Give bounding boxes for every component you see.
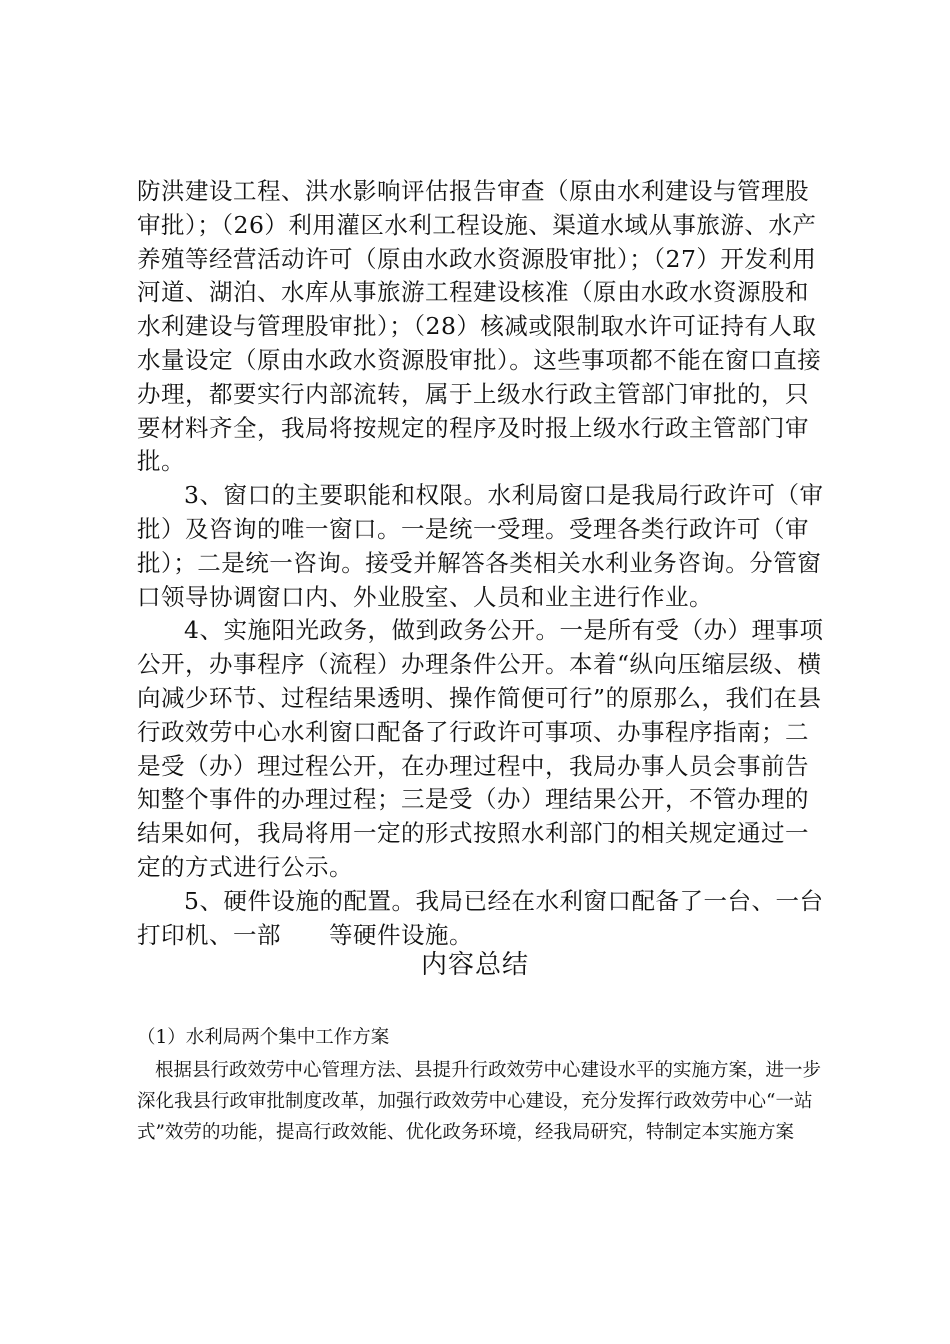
paragraph-open-government: 4、实施阳光政务，做到政务公开。一是所有受（办）理事项公开，办事程序（流程）办理条件公开。本着“纵向压缩层级、横向减少环节、过程结果透明、操作简便可行”的原那么，我们在县行政效劳中心水利窗口配备了行政许可事项、办事程序指南；二是受（办）理过程公开，在办理过程中，我局办事人员会事前告知整个事件的办理过程；三是受（办）理结果公开，不管办理的结果如何，我局将用一定的形式按照水利部门的相关规定通过一定的方式进行公示。 [137,616,824,881]
paragraph-continued: 防洪建设工程、洪水影响评估报告审查（原由水利建设与管理股审批）；（26）利用灌区水利工程设施、渠道水域从事旅游、水产养殖等经营活动许可（原由水政水资源股审批）；（27）开发利用河道、湖泊、水库从事旅游工程建设核准（原由水政水资源股和水利建设与管理股审批）；（28）核减或限制取水许可证持有人取水量设定（原由水政水资源股审批）。这些事项都不能在窗口直接办理，都要实行内部流转，属于上级水行政主管部门审批的，只要材料齐全，我局将按规定的程序及时报上级水行政主管部门审批。 [137,177,822,476]
summary-subheading: （1）水利局两个集中工作方案 [137,1027,390,1048]
summary-paragraph: 根据县行政效劳中心管理方法、县提升行政效劳中心建设水平的实施方案，进一步深化我县行政审批制度改革，加强行政效劳中心建设，充分发挥行政效劳中心“一站式”效劳的功能，提高行政效能、优化政务环境，经我局研究，特制定本实施方案 [137,1060,822,1143]
paragraph-hardware: 5、硬件设施的配置。我局已经在水利窗口配备了一台、一台打印机、一部 等硬件设施。 [137,886,824,949]
document-body [137,175,827,952]
summary-heading: 内容总结 [420,950,529,980]
summary-section [137,1022,837,1148]
paragraph-window-functions: 3、窗口的主要职能和权限。水利局窗口是我局行政许可（审批）及咨询的唯一窗口。一是统一受理。受理各类行政许可（审批）；二是统一咨询。接受并解答各类相关水利业务咨询。分管窗口领导协调窗口内、外业股室、人员和业主进行作业。 [137,481,824,611]
